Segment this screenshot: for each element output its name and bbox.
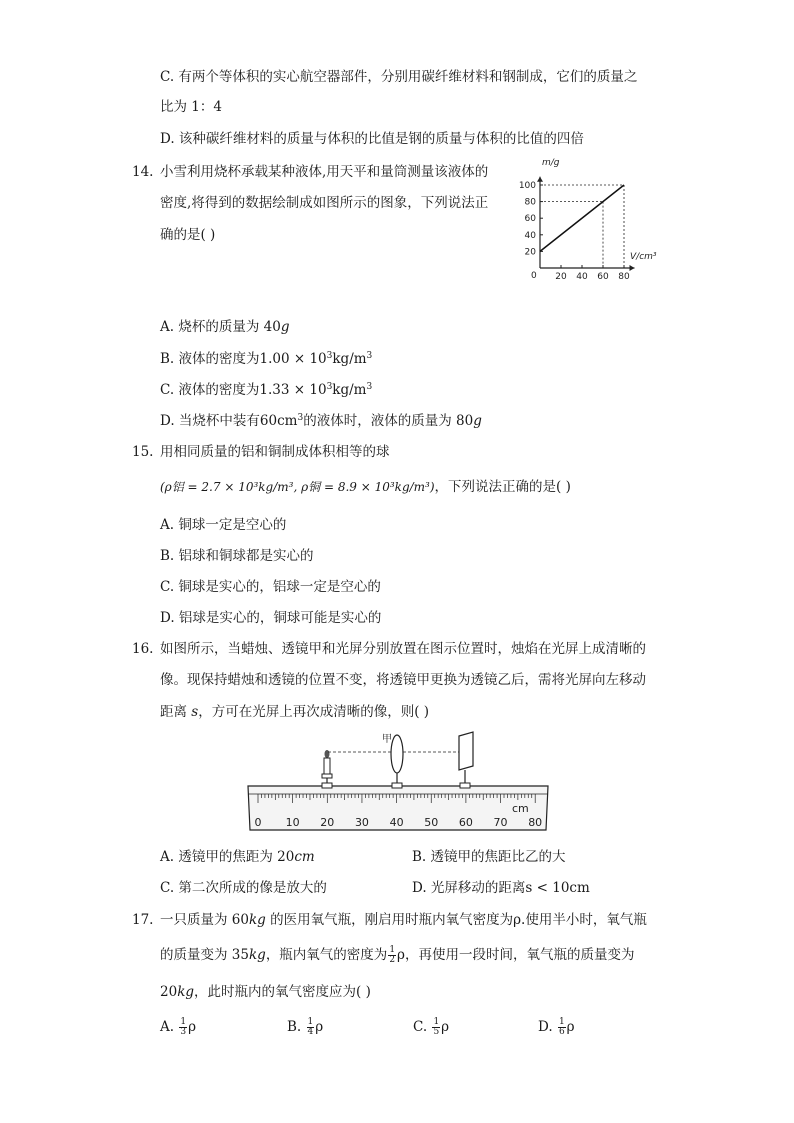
- q16-option-b: B. 透镜甲的焦距比乙的大: [412, 849, 566, 865]
- series-line: [540, 185, 624, 251]
- q15-stem-line1: 用相同质量的铝和铜制成体积相等的球: [160, 444, 390, 460]
- q13-option-c-line1: C. 有两个等体积的实心航空器部件，分别用碳纤维材料和钢制成，它们的质量之: [160, 69, 638, 85]
- q16-stem-line2: 像。现保持蜡烛和透镜的位置不变，将透镜甲更换为透镜乙后，需将光屏向左移动: [160, 672, 646, 688]
- q17-option-a: A. $\frac{1}{3}$ ρ: [160, 1017, 197, 1037]
- x-tick-label: 40: [576, 272, 588, 282]
- q16-number: 16.: [132, 641, 154, 657]
- ruler-label: 20: [320, 816, 335, 829]
- q17-line3: 20kg，此时瓶内的氧气密度应为( ): [160, 984, 371, 1000]
- ruler-label: 40: [389, 816, 404, 829]
- origin-label: 0: [531, 271, 537, 281]
- q15-density-formula: (ρ铝 = 2.7 × 10³kg/m³, ρ铜 = 8.9 × 10³kg/m³): [160, 480, 435, 494]
- q15-number: 15.: [132, 444, 154, 460]
- q17-number: 17.: [132, 912, 154, 928]
- candle-icon: [322, 750, 332, 788]
- y-tick-label: 60: [524, 214, 536, 225]
- q17-half-fraction: $\frac{1}{2}$: [389, 945, 396, 965]
- x-tick-label: 60: [597, 272, 609, 282]
- x-tick-label: 20: [555, 272, 567, 282]
- q15-option-c: C. 铜球是实心的，铝球一定是空心的: [160, 579, 381, 595]
- y-tick-label: 40: [524, 230, 536, 241]
- ruler-label: 10: [285, 816, 300, 829]
- q14-stem-line2: 密度,将得到的数据绘制成如图所示的图象，下列说法正: [160, 195, 489, 211]
- ruler-label: 80: [528, 816, 543, 829]
- q14-stem-line1: 小雪利用烧杯承载某种液体,用天平和量筒测量该液体的: [160, 164, 489, 180]
- q15-stem-line2: (ρ铝 = 2.7 × 10³kg/m³, ρ铜 = 8.9 × 10³kg/m³)，下列说法正确的是( ): [160, 479, 571, 495]
- q14-stem-line3: 确的是( ): [160, 227, 216, 243]
- ruler-label: 50: [424, 816, 439, 829]
- q14-option-d: D. 当烧杯中装有$60cm^3$的液体时，液体的质量为 80g: [160, 413, 482, 429]
- q17-option-b: B. $\frac{1}{4}$ ρ: [287, 1017, 324, 1037]
- y-tick-label: 20: [524, 247, 536, 258]
- q17-option-c: C. $\frac{1}{5}$ ρ: [413, 1017, 450, 1037]
- q16-option-c: C. 第二次所成的像是放大的: [160, 880, 327, 896]
- x-tick-label: 80: [618, 272, 630, 282]
- x-axis-label: V/cm³: [630, 252, 657, 262]
- ruler-label: 70: [493, 816, 508, 829]
- screen-icon: [459, 732, 473, 788]
- q16-optical-bench-figure: [246, 728, 550, 834]
- q13-option-c-line2: 比为 1：4: [160, 99, 222, 115]
- ruler-label: 30: [354, 816, 369, 829]
- q16-stem-line1: 如图所示，当蜡烛、透镜甲和光屏分别放置在图示位置时，烛焰在光屏上成清晰的: [160, 641, 646, 657]
- bench-unit: cm: [512, 802, 529, 815]
- q15-option-b: B. 铝球和铜球都是实心的: [160, 548, 314, 564]
- q13-option-d: D. 该种碳纤维材料的质量与体积的比值是钢的质量与体积的比值的四倍: [160, 131, 584, 147]
- q14-mass-volume-graph: [512, 155, 662, 285]
- y-axis-label: m/g: [542, 158, 560, 168]
- q15-option-d: D. 铝球是实心的，铜球可能是实心的: [160, 610, 382, 626]
- y-axis-arrow: [537, 177, 543, 182]
- q14-number: 14.: [132, 164, 154, 180]
- q16-option-d: D. 光屏移动的距离s < 10cm: [412, 880, 590, 896]
- y-tick-label: 80: [524, 197, 536, 208]
- q16-stem-line3: 距离 s，方可在光屏上再次成清晰的像，则( ): [160, 704, 430, 720]
- lens-label: 甲: [382, 734, 392, 745]
- q17-line1: 一只质量为 60kg 的医用氧气瓶，刚启用时瓶内氧气密度为ρ.使用半小时，氧气瓶: [160, 912, 647, 928]
- q14-option-b: B. 液体的密度为$1.00 \times 10^3kg/m^3$: [160, 351, 373, 367]
- y-tick-label: 100: [518, 181, 536, 191]
- lens-icon: [391, 735, 403, 788]
- x-axis-arrow: [630, 265, 635, 271]
- q16-option-a: A. 透镜甲的焦距为 20cm: [160, 849, 315, 865]
- q17-line2: 的质量变为 35kg，瓶内氧气的密度为 $\frac{1}{2}$ ρ，再使用一段时间，氧气瓶的质量变为: [160, 945, 635, 965]
- ruler-label: 60: [458, 816, 473, 829]
- q15-option-a: A. 铜球一定是空心的: [160, 517, 287, 533]
- ruler-label: 0: [254, 816, 262, 829]
- q14-option-a: A. 烧杯的质量为 40g: [160, 319, 290, 335]
- q17-option-d: D. $\frac{1}{6}$ ρ: [538, 1017, 575, 1037]
- q14-option-c: C. 液体的密度为$1.33 \times 10^3kg/m^3$: [160, 382, 373, 398]
